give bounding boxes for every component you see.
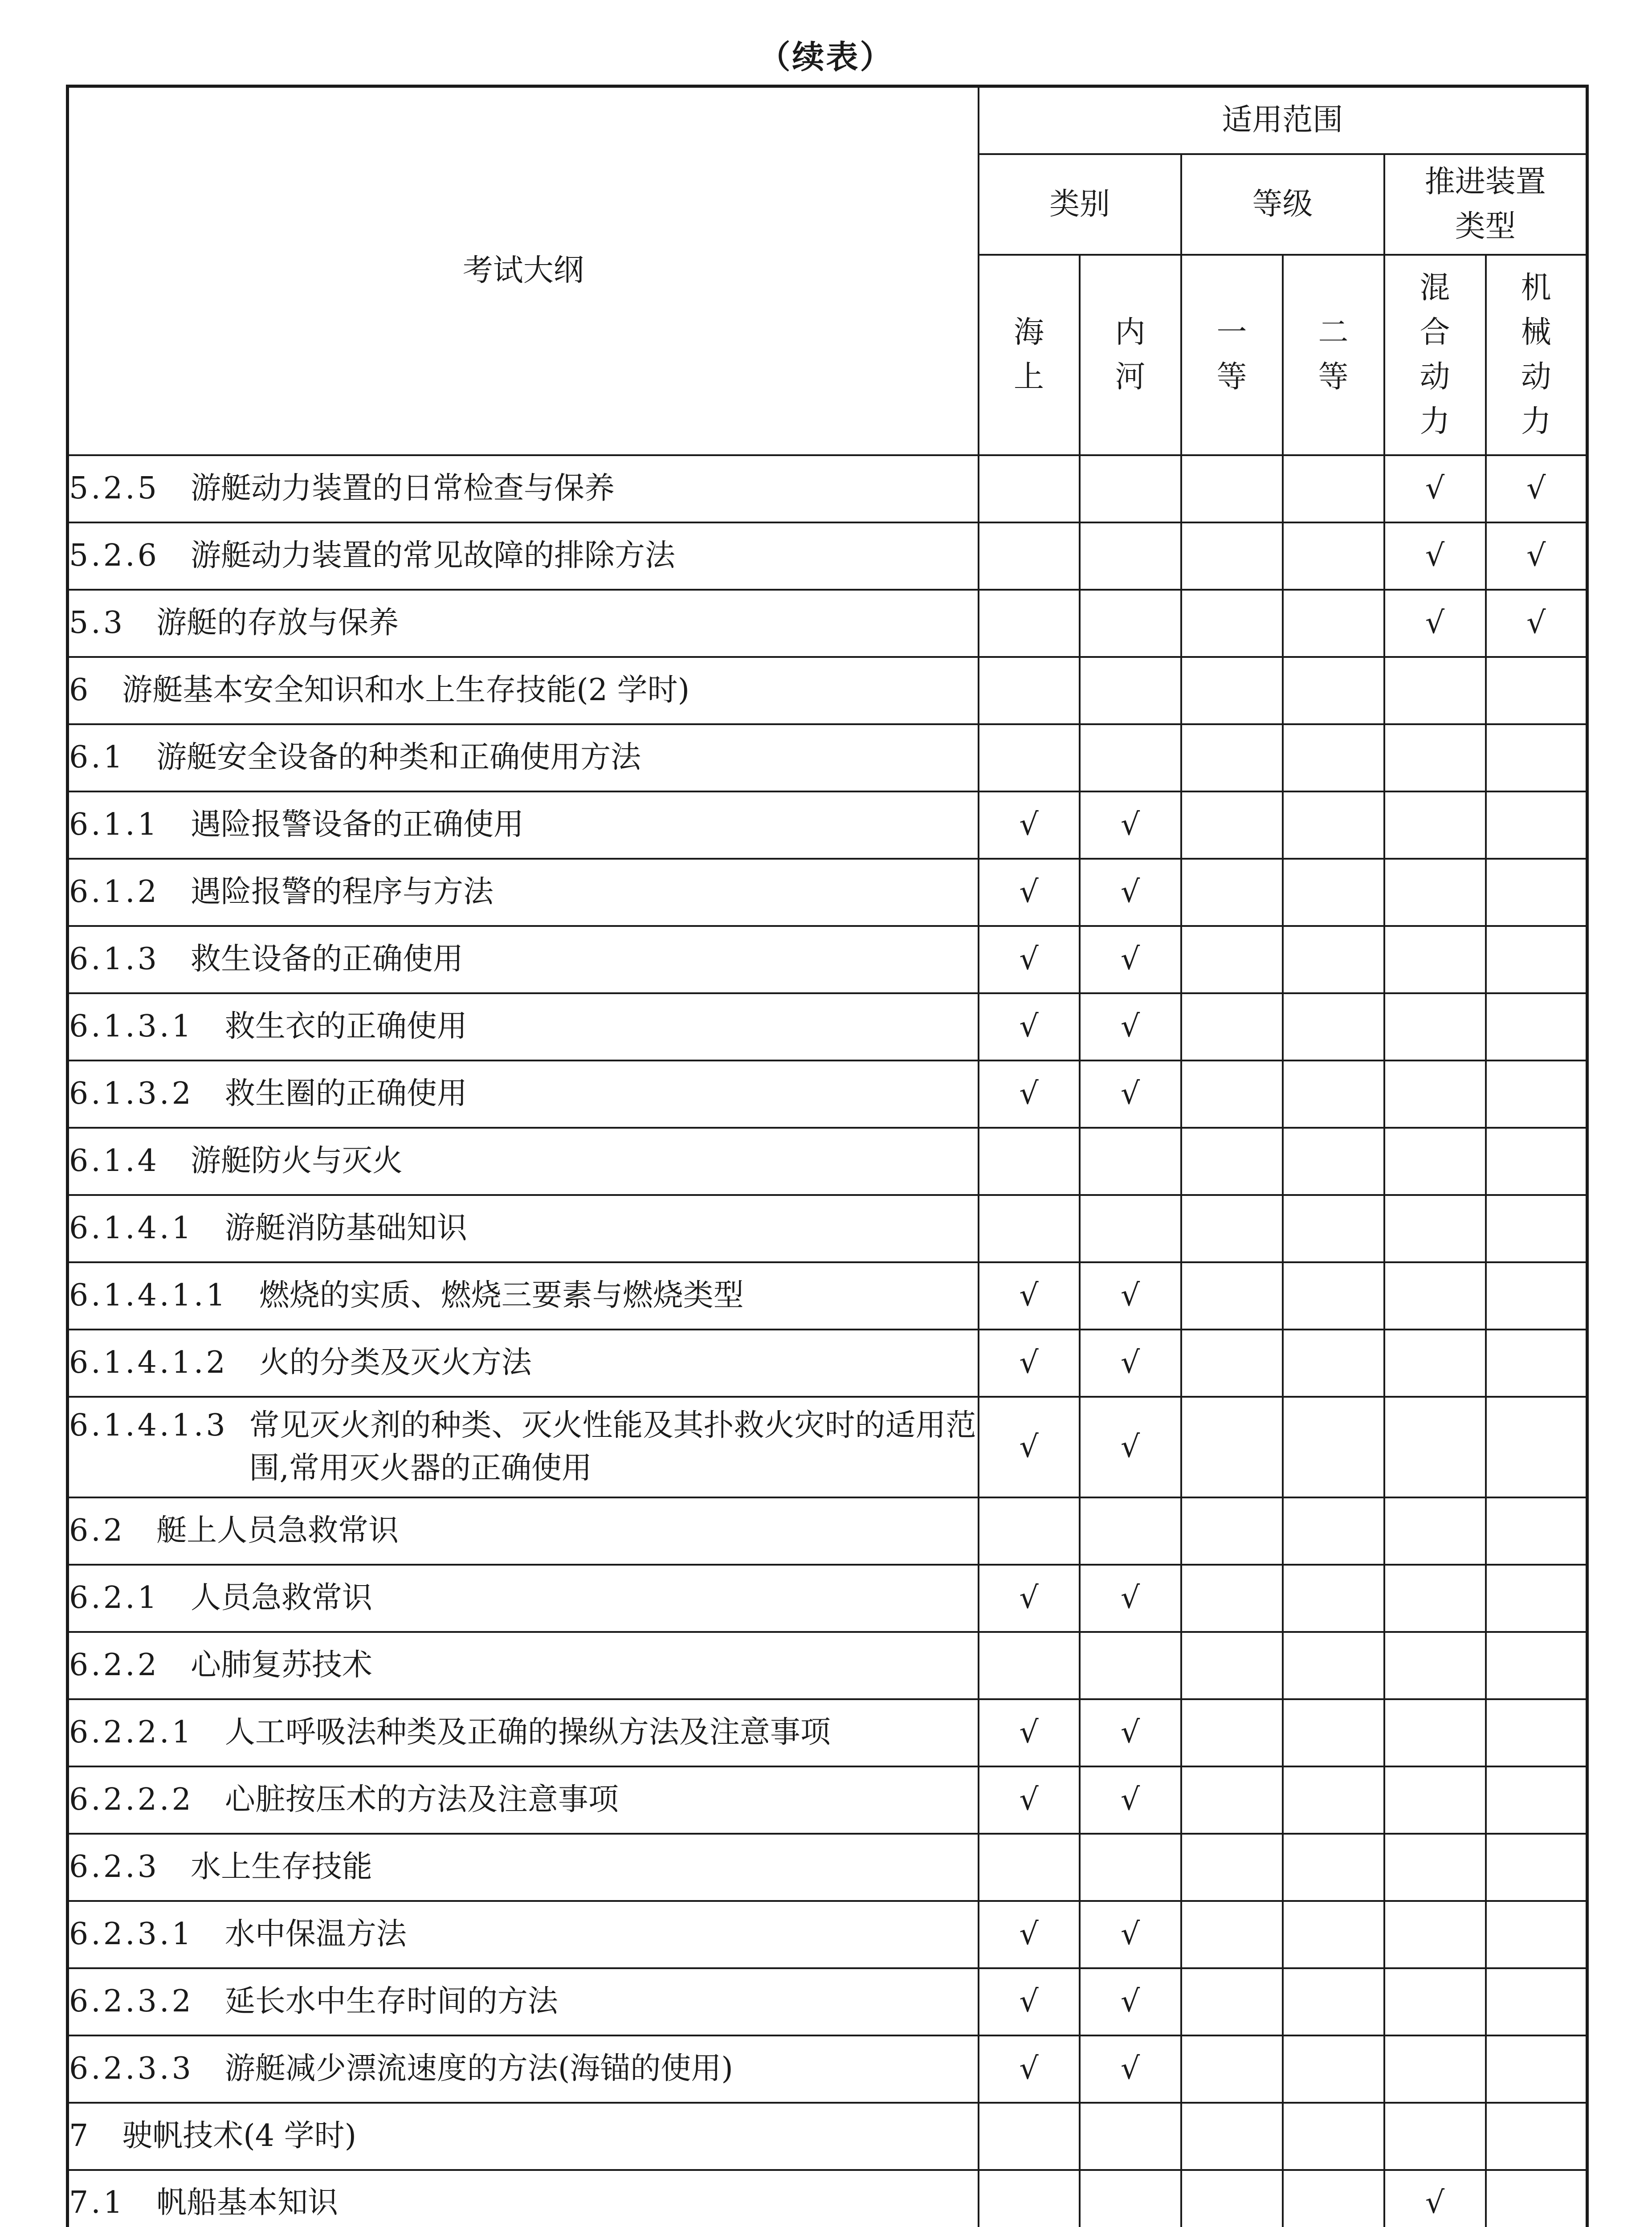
table-row [68, 1128, 1587, 1195]
empty-cell [1486, 1632, 1587, 1699]
check-mark: √ [979, 2035, 1080, 2103]
outline-item [68, 791, 979, 859]
empty-cell [1181, 455, 1283, 522]
empty-cell [1486, 2035, 1587, 2103]
table-row [68, 590, 1587, 657]
empty-cell [979, 657, 1080, 724]
check-mark: √ [1080, 1565, 1181, 1632]
empty-cell [1486, 1901, 1587, 1968]
item-number: 7 [69, 2118, 91, 2154]
item-text: 心脏按压术的方法及注意事项 [224, 1782, 619, 1817]
item-text: 游艇防火与灭火 [191, 1143, 403, 1179]
check-mark: √ [1384, 455, 1486, 522]
header-grade: 等级 [1181, 154, 1384, 255]
check-mark: √ [1080, 1262, 1181, 1330]
check-mark: √ [979, 926, 1080, 993]
header-col-inland: 内 河 [1080, 255, 1181, 455]
outline-item [68, 1699, 979, 1766]
empty-cell [1080, 724, 1181, 791]
empty-cell [1181, 1901, 1283, 1968]
empty-cell [1283, 1699, 1384, 1766]
item-number: 6.2.1 [69, 1580, 160, 1615]
header-col-mechanical: 机 械 动 力 [1486, 255, 1587, 455]
item-text: 驶帆技术(4 学时) [122, 2118, 357, 2154]
item-text: 心肺复苏技术 [191, 1648, 373, 1683]
outline-item [68, 859, 979, 926]
empty-cell [1486, 791, 1587, 859]
item-number: 5.3 [69, 605, 126, 640]
item-number: 6.1 [69, 740, 126, 775]
item-number: 6.1.2 [69, 874, 160, 910]
item-text: 遇险报警的程序与方法 [191, 874, 494, 910]
item-text: 人员急救常识 [191, 1580, 373, 1615]
empty-cell [1283, 1195, 1384, 1262]
empty-cell [1486, 2170, 1587, 2227]
item-number: 6.2.2.2 [69, 1782, 194, 1817]
empty-cell [1181, 1699, 1283, 1766]
empty-cell [979, 1632, 1080, 1699]
empty-cell [1486, 1262, 1587, 1330]
empty-cell [979, 455, 1080, 522]
outline-item [68, 1060, 979, 1128]
header-col-grade-one: 一 等 [1181, 255, 1283, 455]
item-text: 救生设备的正确使用 [191, 942, 464, 977]
header-col-grade-two: 二 等 [1283, 255, 1384, 455]
item-number: 6.1.4.1 [69, 1211, 194, 1246]
outline-item [68, 1128, 979, 1195]
outline-item [68, 1397, 979, 1497]
header-outline: 考试大纲 [68, 86, 979, 455]
table-row [68, 1968, 1587, 2035]
item-number: 6.1.3.1 [69, 1009, 194, 1044]
check-mark: √ [1080, 1968, 1181, 2035]
empty-cell [1384, 1060, 1486, 1128]
table-row [68, 1901, 1587, 1968]
empty-cell [1486, 993, 1587, 1060]
empty-cell [1283, 1766, 1384, 1834]
check-mark: √ [979, 1060, 1080, 1128]
item-text: 遇险报警设备的正确使用 [191, 807, 524, 842]
item-text: 游艇动力装置的日常检查与保养 [191, 471, 615, 506]
empty-cell [1283, 590, 1384, 657]
empty-cell [1181, 1128, 1283, 1195]
empty-cell [1181, 2170, 1283, 2227]
item-number: 7.1 [69, 2185, 126, 2221]
empty-cell [1384, 1330, 1486, 1397]
header-col-marine: 海 上 [979, 255, 1080, 455]
check-mark: √ [1384, 590, 1486, 657]
empty-cell [1080, 657, 1181, 724]
empty-cell [1384, 2103, 1486, 2170]
outline-item [68, 2103, 979, 2170]
item-text: 游艇基本安全知识和水上生存技能(2 学时) [122, 673, 690, 708]
outline-item [68, 724, 979, 791]
table-row [68, 1262, 1587, 1330]
empty-cell [1181, 1497, 1283, 1565]
item-text: 救生圈的正确使用 [224, 1076, 467, 1111]
table-row [68, 1497, 1587, 1565]
empty-cell [1384, 993, 1486, 1060]
empty-cell [979, 2170, 1080, 2227]
empty-cell [1181, 993, 1283, 1060]
empty-cell [979, 522, 1080, 590]
empty-cell [979, 724, 1080, 791]
check-mark: √ [1080, 1060, 1181, 1128]
empty-cell [1181, 1834, 1283, 1901]
outline-item [68, 1968, 979, 2035]
empty-cell [1080, 522, 1181, 590]
empty-cell [1486, 1766, 1587, 1834]
outline-item [68, 1834, 979, 1901]
syllabus-rows [68, 455, 1587, 2227]
item-text: 游艇安全设备的种类和正确使用方法 [156, 740, 641, 775]
empty-cell [1283, 1834, 1384, 1901]
table-row [68, 724, 1587, 791]
outline-item [68, 590, 979, 657]
empty-cell [1486, 1497, 1587, 1565]
empty-cell [1384, 1699, 1486, 1766]
check-mark: √ [1080, 859, 1181, 926]
empty-cell [1384, 859, 1486, 926]
empty-cell [1486, 657, 1587, 724]
empty-cell [1181, 724, 1283, 791]
syllabus-table [66, 85, 1589, 2227]
empty-cell [1384, 1497, 1486, 1565]
check-mark: √ [979, 859, 1080, 926]
empty-cell [1283, 522, 1384, 590]
empty-cell [1283, 1497, 1384, 1565]
item-number: 6.2.2.1 [69, 1715, 194, 1750]
table-row [68, 2035, 1587, 2103]
check-mark: √ [1384, 2170, 1486, 2227]
empty-cell [1486, 1397, 1587, 1497]
outline-item [68, 522, 979, 590]
empty-cell [979, 1195, 1080, 1262]
table-row [68, 1397, 1587, 1497]
empty-cell [1181, 522, 1283, 590]
header-propulsion [1384, 154, 1587, 255]
table-row [68, 2170, 1587, 2227]
item-text: 水中保温方法 [224, 1917, 407, 1952]
empty-cell [1283, 1901, 1384, 1968]
empty-cell [1486, 1565, 1587, 1632]
empty-cell [1384, 1632, 1486, 1699]
empty-cell [1181, 1397, 1283, 1497]
empty-cell [1384, 1195, 1486, 1262]
table-row [68, 657, 1587, 724]
check-mark: √ [1080, 2035, 1181, 2103]
empty-cell [979, 1834, 1080, 1901]
empty-cell [1283, 1330, 1384, 1397]
empty-cell [1181, 1262, 1283, 1330]
table-row [68, 455, 1587, 522]
check-mark: √ [979, 1330, 1080, 1397]
empty-cell [1283, 455, 1384, 522]
empty-cell [1181, 1565, 1283, 1632]
check-mark: √ [1384, 522, 1486, 590]
item-number: 6.1.3 [69, 942, 160, 977]
empty-cell [1283, 2170, 1384, 2227]
header-propulsion-label: 推进装置 类型 [1424, 164, 1546, 244]
empty-cell [1181, 791, 1283, 859]
empty-cell [1384, 1128, 1486, 1195]
table-row [68, 2103, 1587, 2170]
empty-cell [979, 2103, 1080, 2170]
empty-cell [1283, 2035, 1384, 2103]
empty-cell [1283, 926, 1384, 993]
outline-item [68, 1565, 979, 1632]
header-category: 类别 [979, 154, 1181, 255]
empty-cell [1283, 1397, 1384, 1497]
empty-cell [1080, 1195, 1181, 1262]
empty-cell [1181, 1060, 1283, 1128]
outline-item [68, 1195, 979, 1262]
empty-cell [1384, 1968, 1486, 2035]
empty-cell [1283, 859, 1384, 926]
check-mark: √ [1080, 791, 1181, 859]
item-text: 游艇减少漂流速度的方法(海锚的使用) [224, 2051, 733, 2086]
item-text: 常见灭火剂的种类、灭火性能及其扑救火灾时的适用范围,常用灭火器的正确使用 [249, 1407, 976, 1486]
table-row [68, 1699, 1587, 1766]
empty-cell [979, 590, 1080, 657]
empty-cell [1283, 1632, 1384, 1699]
table-row [68, 1195, 1587, 1262]
empty-cell [1384, 791, 1486, 859]
check-mark: √ [1486, 522, 1587, 590]
check-mark: √ [1080, 1330, 1181, 1397]
item-number: 6.1.4 [69, 1143, 160, 1179]
item-text: 帆船基本知识 [156, 2185, 339, 2221]
check-mark: √ [979, 1901, 1080, 1968]
empty-cell [1283, 993, 1384, 1060]
empty-cell [1486, 1060, 1587, 1128]
empty-cell [1486, 1195, 1587, 1262]
check-mark: √ [979, 1699, 1080, 1766]
outline-item [68, 2170, 979, 2227]
item-number: 6.1.4.1.3 [69, 1407, 228, 1443]
outline-item [68, 1262, 979, 1330]
empty-cell [1181, 1632, 1283, 1699]
item-number: 6.2.3.1 [69, 1917, 194, 1952]
empty-cell [1283, 1968, 1384, 2035]
empty-cell [1486, 859, 1587, 926]
item-text: 救生衣的正确使用 [224, 1009, 467, 1044]
check-mark: √ [979, 993, 1080, 1060]
item-number: 6.2.3 [69, 1849, 160, 1884]
check-mark: √ [1486, 590, 1587, 657]
table-row [68, 993, 1587, 1060]
outline-item [68, 1766, 979, 1834]
empty-cell [1283, 2103, 1384, 2170]
outline-item [68, 1632, 979, 1699]
check-mark: √ [979, 1565, 1080, 1632]
item-number: 6.1.4.1.2 [69, 1345, 228, 1380]
check-mark: √ [979, 791, 1080, 859]
check-mark: √ [1080, 993, 1181, 1060]
item-text: 游艇动力装置的常见故障的排除方法 [191, 538, 676, 573]
table-caption: （续表） [758, 38, 894, 76]
item-number: 6.1.3.2 [69, 1076, 194, 1111]
outline-item [68, 1901, 979, 1968]
empty-cell [979, 1128, 1080, 1195]
empty-cell [1080, 2103, 1181, 2170]
check-mark: √ [979, 1766, 1080, 1834]
item-number: 6.1.4.1.1 [69, 1278, 228, 1313]
item-text: 艇上人员急救常识 [156, 1513, 399, 1548]
empty-cell [1384, 1901, 1486, 1968]
outline-item [68, 657, 979, 724]
empty-cell [1283, 1128, 1384, 1195]
outline-item [68, 455, 979, 522]
item-number: 6.2.3.3 [69, 2051, 194, 2086]
check-mark: √ [1080, 1766, 1181, 1834]
empty-cell [1486, 1699, 1587, 1766]
empty-cell [1181, 1330, 1283, 1397]
empty-cell [1181, 2103, 1283, 2170]
empty-cell [1080, 590, 1181, 657]
empty-cell [1384, 1766, 1486, 1834]
empty-cell [1283, 724, 1384, 791]
empty-cell [1283, 791, 1384, 859]
empty-cell [1384, 2035, 1486, 2103]
item-text: 游艇的存放与保养 [156, 605, 399, 640]
item-text: 游艇消防基础知识 [224, 1211, 467, 1246]
table-row [68, 1330, 1587, 1397]
empty-cell [1080, 1128, 1181, 1195]
header-scope: 适用范围 [979, 86, 1587, 154]
empty-cell [1181, 590, 1283, 657]
check-mark: √ [1080, 1397, 1181, 1497]
item-number: 6.1.1 [69, 807, 160, 842]
empty-cell [1486, 1330, 1587, 1397]
empty-cell [1486, 1128, 1587, 1195]
empty-cell [1384, 926, 1486, 993]
empty-cell [979, 1497, 1080, 1565]
table-row [68, 1632, 1587, 1699]
empty-cell [1384, 657, 1486, 724]
item-text: 火的分类及灭火方法 [259, 1345, 532, 1380]
table-row [68, 1060, 1587, 1128]
empty-cell [1486, 724, 1587, 791]
empty-cell [1384, 1565, 1486, 1632]
outline-item [68, 2035, 979, 2103]
empty-cell [1181, 657, 1283, 724]
table-row [68, 1766, 1587, 1834]
item-number: 5.2.6 [69, 538, 160, 573]
outline-item [68, 1330, 979, 1397]
outline-item [68, 926, 979, 993]
check-mark: √ [1080, 1901, 1181, 1968]
empty-cell [1080, 455, 1181, 522]
table-row [68, 522, 1587, 590]
empty-cell [1283, 1060, 1384, 1128]
header-col-hybrid: 混 合 动 力 [1384, 255, 1486, 455]
table-row [68, 791, 1587, 859]
item-text: 燃烧的实质、燃烧三要素与燃烧类型 [259, 1278, 744, 1313]
item-number: 6.2 [69, 1513, 126, 1548]
empty-cell [1080, 1632, 1181, 1699]
empty-cell [1080, 2170, 1181, 2227]
table-row [68, 926, 1587, 993]
empty-cell [1283, 657, 1384, 724]
table-row [68, 859, 1587, 926]
empty-cell [1486, 1968, 1587, 2035]
check-mark: √ [1080, 1699, 1181, 1766]
outline-item [68, 993, 979, 1060]
check-mark: √ [979, 1968, 1080, 2035]
empty-cell [1181, 926, 1283, 993]
empty-cell [1080, 1834, 1181, 1901]
empty-cell [1384, 1262, 1486, 1330]
empty-cell [1181, 2035, 1283, 2103]
item-number: 6.2.2 [69, 1648, 160, 1683]
table-row [68, 1834, 1587, 1901]
check-mark: √ [1080, 926, 1181, 993]
empty-cell [1486, 926, 1587, 993]
check-mark: √ [1486, 455, 1587, 522]
item-number: 5.2.5 [69, 471, 160, 506]
empty-cell [1283, 1262, 1384, 1330]
item-number: 6 [69, 673, 91, 708]
empty-cell [1181, 859, 1283, 926]
empty-cell [1384, 1834, 1486, 1901]
empty-cell [1283, 1565, 1384, 1632]
empty-cell [1384, 1397, 1486, 1497]
check-mark: √ [979, 1397, 1080, 1497]
table-row [68, 1565, 1587, 1632]
check-mark: √ [979, 1262, 1080, 1330]
empty-cell [1181, 1195, 1283, 1262]
empty-cell [1486, 1834, 1587, 1901]
empty-cell [1486, 2103, 1587, 2170]
item-text: 水上生存技能 [191, 1849, 373, 1884]
empty-cell [1384, 724, 1486, 791]
empty-cell [1181, 1766, 1283, 1834]
item-number: 6.2.3.2 [69, 1984, 194, 2019]
empty-cell [1080, 1497, 1181, 1565]
outline-item [68, 1497, 979, 1565]
item-text: 延长水中生存时间的方法 [224, 1984, 558, 2019]
item-text: 人工呼吸法种类及正确的操纵方法及注意事项 [224, 1715, 831, 1750]
empty-cell [1181, 1968, 1283, 2035]
